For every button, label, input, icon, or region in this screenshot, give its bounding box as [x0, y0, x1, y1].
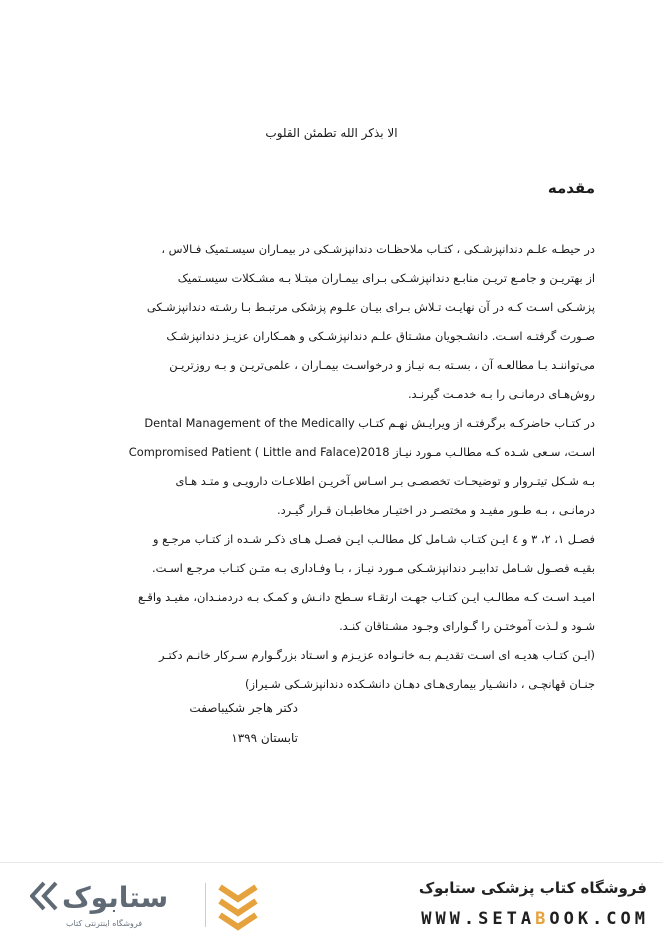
- text-line: (ایـن کتـاب هدیـه ای اسـت تقدیـم بـه خانـواده عزیـزم و اسـتاد بزرگـوارم سـرکار خانـم دکتـر: [159, 648, 595, 662]
- text-line: فصـل ۱، ۲، ۳ و ٤ ایـن کتـاب شـامل کل مطالـب ایـن فصـل هـای ذکـر شـده از کتـاب مرجـع و: [153, 532, 595, 546]
- text-line: جنـان قهانچـی ، دانشـیار بیماری‌هـای دهـان دانشـکده دندانپزشـکی شـیراز): [245, 677, 595, 691]
- text-line: Compromised Patient ( Little and Falace)2018 اسـت، سـعی شـده کـه مطالـب مـورد نیـاز: [128, 445, 595, 459]
- basmala: الا بذکر الله تطمئن القلوب: [265, 126, 398, 140]
- text-line: امیـد اسـت کـه مطالـب ایـن کتـاب جهـت ارتقـاء سـطح دانـش و کمـک بـه دردمنـدان، مفیـد واقـع: [138, 590, 595, 604]
- store-url-link[interactable]: [421, 909, 649, 929]
- author-signature: [189, 693, 298, 753]
- text-line: بقیـه فصـول شـامل تدابیـر دندانپزشـکی مـورد نیـاز ، بـا وفـاداری بـه متـن کتـاب مرجـع اسـت.: [152, 561, 595, 575]
- text-line: در کتـاب حاضرکـه برگرفتـه از ویرایـش نهـم کتـاب Dental Management of the Medically: [144, 416, 595, 430]
- text-line: درمانـی ، بـه طـور مفیـد و مختصـر در اختیـار مخاطبـان قـرار گیـرد.: [276, 503, 595, 517]
- author-name: دکتر هاجر شکیباصفت: [189, 701, 298, 715]
- store-title: فروشگاه کتاب پزشکی ستابوک: [418, 879, 647, 897]
- text-line: در حیطـه علـم دندانپزشـکی ، کتـاب ملاحظـات دندانپزشـکی در بیمـاران سیسـتمیک فـالاس ،: [161, 242, 595, 256]
- text-line: می‌تواننـد بـا مطالعـه آن ، بسـته بـه نیـاز و درخواسـت بیمـاران ، علمی‌تریـن و بـه روزتریـن: [169, 358, 595, 372]
- url-prefix: WWW.SETA: [421, 909, 536, 929]
- text-line: پزشـکی اسـت کـه در آن نهایـت تـلاش بـرای بیـان علـوم پزشکی مرتبـط بـا رشـته دندانپزشـکی: [146, 300, 595, 314]
- preface-body: [67, 235, 595, 699]
- text-line: از بهتریـن و جامـع تریـن منابـع دندانپزشـکی بـرای بیمـاران مبتـلا بـه مشـکلات سیسـتمیک: [177, 271, 595, 285]
- signature-date: تابستان ۱۳۹۹: [231, 731, 298, 745]
- brand-logo[interactable]: [30, 879, 260, 931]
- page-title: مقدمه: [547, 179, 595, 197]
- double-chevron-icon: [30, 879, 60, 913]
- logo-tagline: فروشگاه اینترنتی کتاب: [66, 919, 143, 928]
- text-line: بـه شـکل تیتـروار و توضیحـات تخصصـی بـر اسـاس آخریـن اطلاعـات دارویـی و متـد هـای: [175, 474, 595, 488]
- footer-banner: [0, 862, 663, 940]
- logo-wordmark: ستابوک: [62, 881, 169, 914]
- url-accent: B: [535, 909, 550, 929]
- text-line: صـورت گرفتـه اسـت. دانشـجویان مشـتاق علـم دندانپزشـکی و همـکاران عزیـز دندانپزشـک: [166, 329, 595, 343]
- logo-divider: [205, 883, 206, 927]
- book-chevron-icon: [216, 879, 260, 931]
- url-suffix: OOK.COM: [549, 909, 649, 929]
- text-line: شـود و لـذت آموختـن را گـوارای وجـود مشـتاقان کنـد.: [339, 619, 595, 633]
- text-line: روش‌هـای درمانـی را بـه خدمـت گیرنـد.: [407, 387, 595, 401]
